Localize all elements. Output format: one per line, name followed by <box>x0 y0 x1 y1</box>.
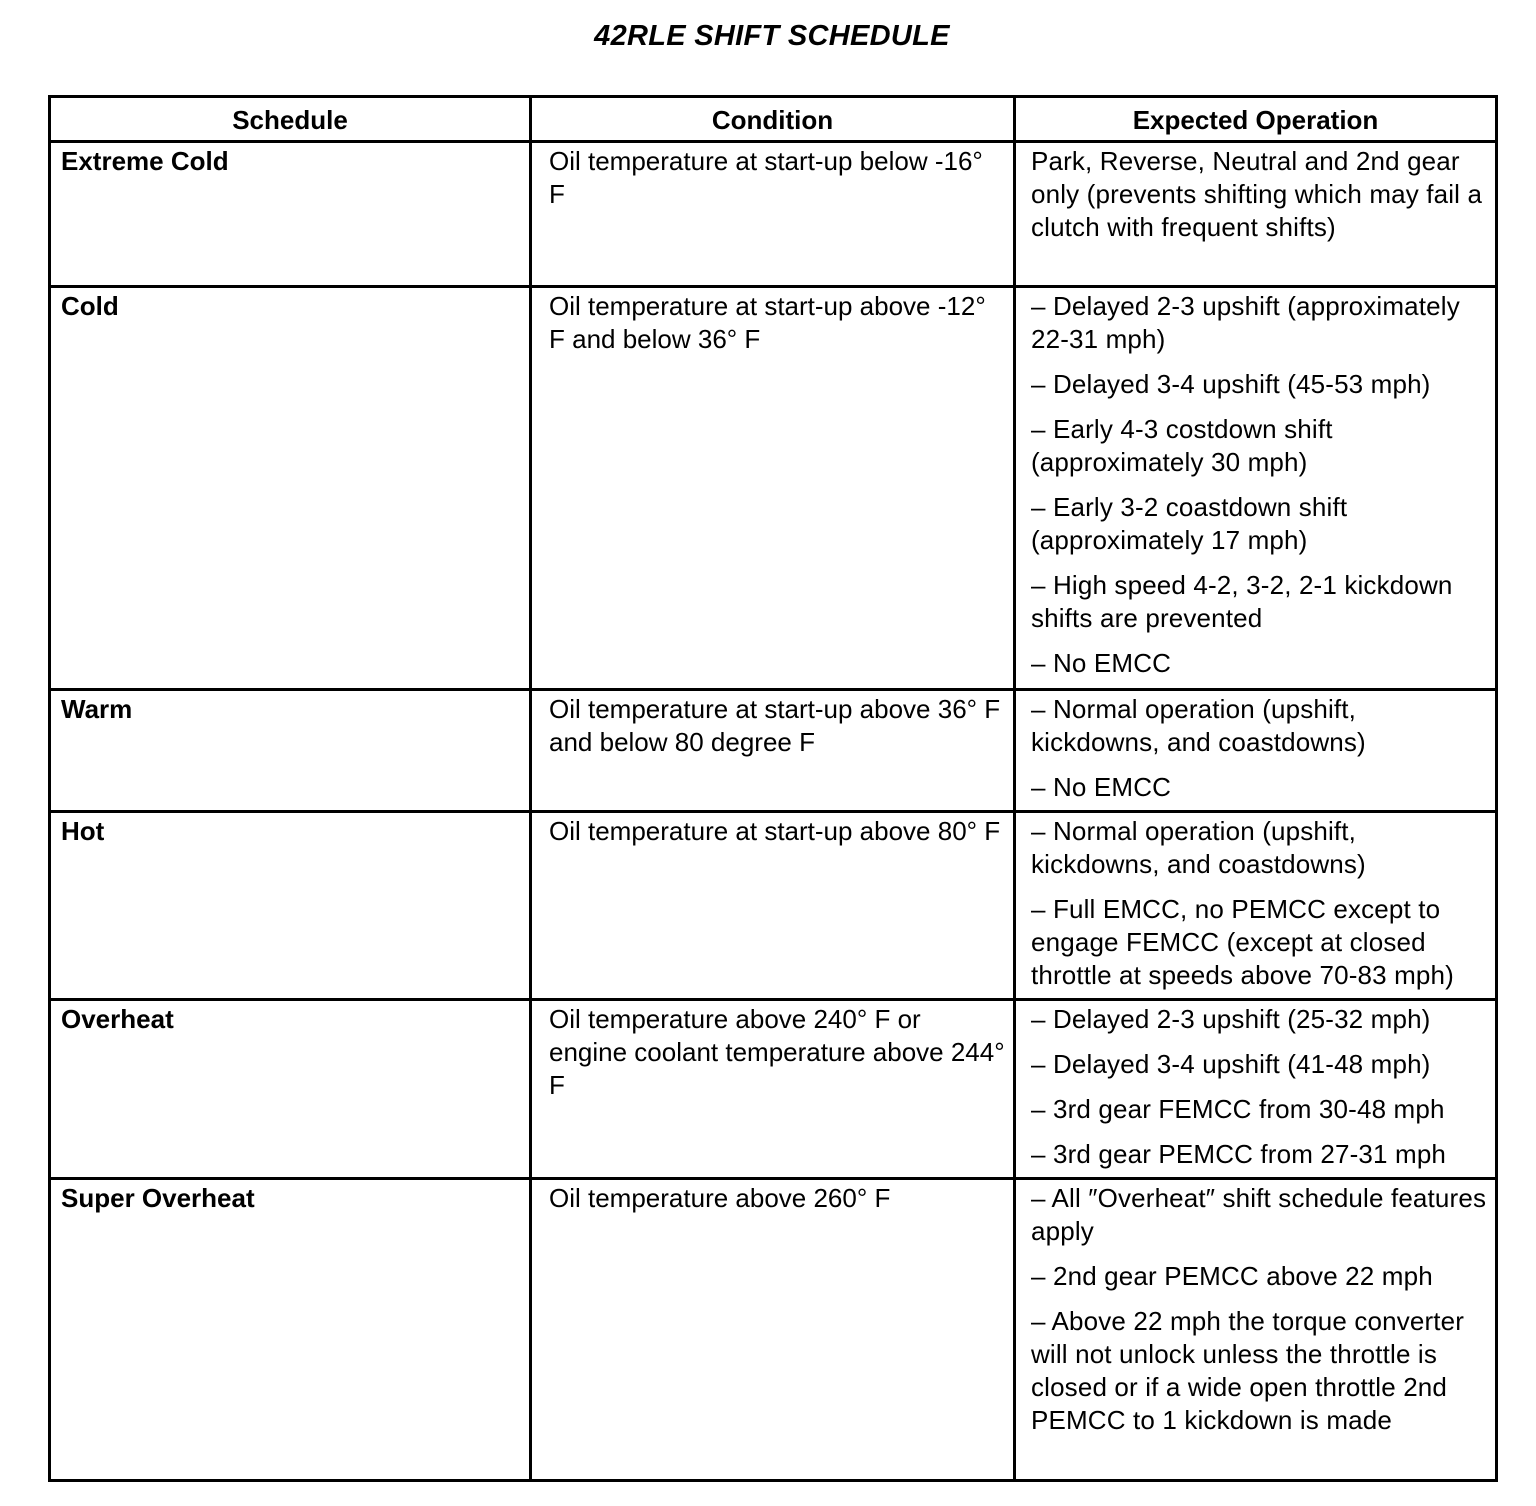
condition-cell: Oil temperature at start-up below -16° F <box>531 142 1015 287</box>
condition-cell: Oil temperature at start-up above 36° F and below 80 degree F <box>531 690 1015 812</box>
operation-cell <box>1015 812 1497 1000</box>
operation-item: – Delayed 2-3 upshift (25-32 mph) <box>1031 1004 1431 1034</box>
header-condition: Condition <box>531 97 1015 142</box>
operation-item: – Delayed 3-4 upshift (41-48 mph) <box>1031 1049 1431 1079</box>
condition-cell: Oil temperature above 240° F or engine coolant temperature above 244° F <box>531 1000 1015 1179</box>
table-row <box>50 812 1497 1000</box>
operation-item: – 3rd gear FEMCC from 30-48 mph <box>1031 1094 1445 1124</box>
operation-item: – 2nd gear PEMCC above 22 mph <box>1031 1261 1433 1291</box>
operation-cell <box>1015 142 1497 287</box>
operation-cell <box>1015 1000 1497 1179</box>
condition-cell: Oil temperature at start-up above 80° F <box>531 812 1015 1000</box>
header-schedule: Schedule <box>50 97 531 142</box>
operation-item: – Delayed 2-3 upshift (approximately 22-31 mph) <box>1031 291 1460 354</box>
schedule-cell: Extreme Cold <box>50 142 531 287</box>
condition-cell: Oil temperature above 260° F <box>531 1179 1015 1481</box>
operation-cell <box>1015 690 1497 812</box>
table-row <box>50 1179 1497 1481</box>
schedule-cell: Cold <box>50 287 531 690</box>
schedule-cell: Warm <box>50 690 531 812</box>
operation-cell <box>1015 287 1497 690</box>
schedule-cell: Super Overheat <box>50 1179 531 1481</box>
table-header-row <box>50 97 1497 142</box>
schedule-cell: Hot <box>50 812 531 1000</box>
operation-item: – No EMCC <box>1031 772 1172 802</box>
operation-item: – 3rd gear PEMCC from 27-31 mph <box>1031 1139 1447 1169</box>
operation-item: – No EMCC <box>1031 648 1172 678</box>
operation-item: – High speed 4-2, 3-2, 2-1 kickdown shifts are prevented <box>1031 570 1453 633</box>
operation-cell <box>1015 1179 1497 1481</box>
header-expected-operation: Expected Operation <box>1015 97 1497 142</box>
table-row <box>50 142 1497 287</box>
schedule-cell: Overheat <box>50 1000 531 1179</box>
operation-item: – All ″Overheat″ shift schedule features apply <box>1031 1183 1487 1246</box>
operation-item: – Normal operation (upshift, kickdowns, and coastdowns) <box>1031 694 1366 757</box>
operation-item: – Delayed 3-4 upshift (45-53 mph) <box>1031 369 1431 399</box>
condition-cell: Oil temperature at start-up above -12° F and below 36° F <box>531 287 1015 690</box>
operation-item: – Early 4-3 costdown shift (approximately 30 mph) <box>1031 414 1333 477</box>
page-title: 42RLE SHIFT SCHEDULE <box>594 20 950 52</box>
operation-item: – Early 3-2 coastdown shift (approximately 17 mph) <box>1031 492 1348 555</box>
operation-item: – Normal operation (upshift, kickdowns, and coastdowns) <box>1031 816 1366 879</box>
table-row <box>50 287 1497 690</box>
table-row <box>50 1000 1497 1179</box>
operation-item: Park, Reverse, Neutral and 2nd gear only (prevents shifting which may fail a clutch with frequent shifts) <box>1031 146 1483 242</box>
shift-schedule-table <box>48 95 1498 1482</box>
operation-item: – Full EMCC, no PEMCC except to engage FEMCC (except at closed throttle at speeds above 70-83 mph) <box>1031 894 1454 990</box>
table-row <box>50 690 1497 812</box>
operation-item: – Above 22 mph the torque converter will not unlock unless the throttle is closed or if a wide open throttle 2nd PEMCC to 1 kickdown is made <box>1031 1306 1465 1435</box>
